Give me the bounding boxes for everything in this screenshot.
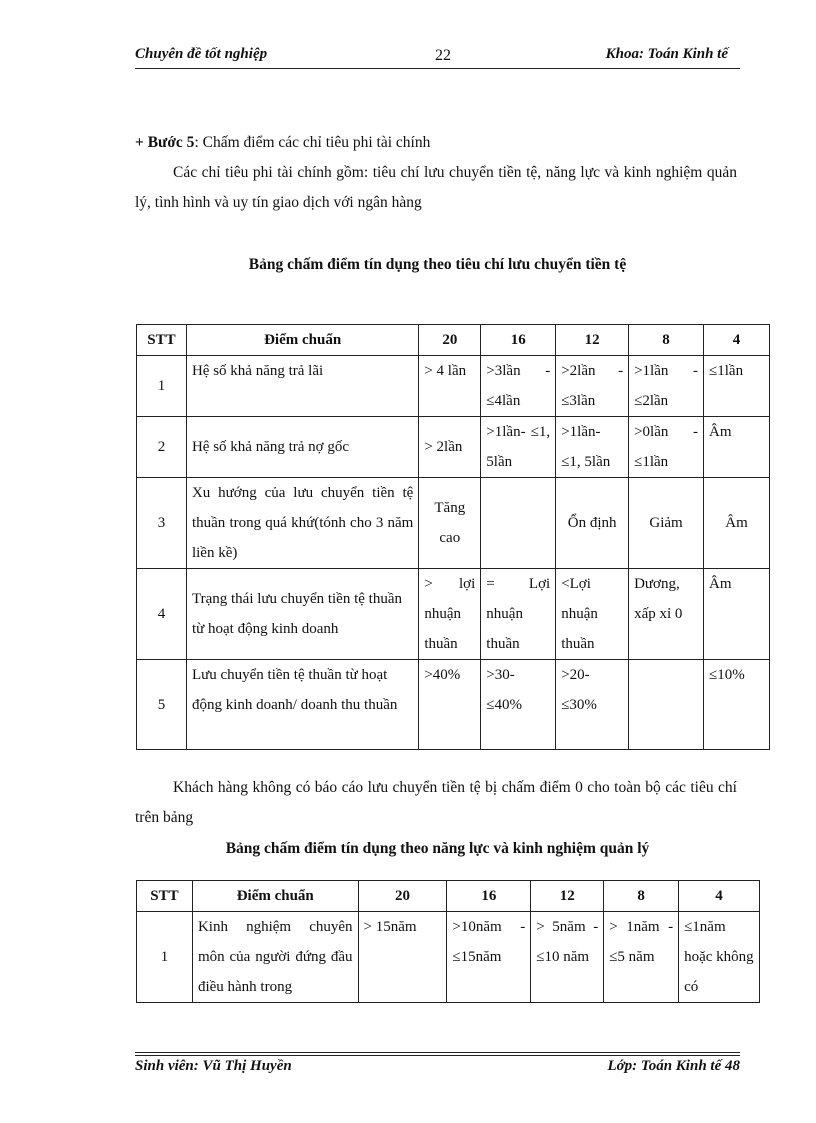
cell-score: Âm <box>704 569 770 660</box>
cell-stt: 4 <box>137 569 187 660</box>
cell-score: >10năm - ≤15năm <box>447 912 531 1003</box>
table-row <box>137 478 770 569</box>
cell-score: <Lợi nhuận thuần <box>556 569 629 660</box>
page-number: 22 <box>435 47 451 64</box>
cell-score: >3lần - ≤4lần <box>481 356 556 417</box>
cell-score: >2lần - ≤3lần <box>556 356 629 417</box>
footer-right: Lớp: Toán Kinh tế 48 <box>607 1058 740 1074</box>
table-row <box>137 569 770 660</box>
cell-score: Âm <box>704 478 770 569</box>
step-line <box>135 128 737 158</box>
cell-score: >1lần- ≤1, 5lần <box>556 417 629 478</box>
cell-stt: 1 <box>137 356 187 417</box>
intro-paragraph: Các chỉ tiêu phi tài chính gồm: tiêu chí lưu chuyển tiền tệ, năng lực và kinh nghiệm quản lý, tình hình và uy tín giao dịch với ngân hàng <box>135 164 737 211</box>
table1-header-20: 20 <box>419 325 481 356</box>
cell-score: Dương, xấp xỉ 0 <box>629 569 704 660</box>
note-paragraph: Khách hàng không có báo cáo lưu chuyển tiền tệ bị chấm điểm 0 cho toàn bộ các tiêu chí trên bảng <box>135 779 737 826</box>
cell-score: >30- ≤40% <box>481 660 556 750</box>
cell-criteria: Kinh nghiệm chuyên môn của người đứng đầu điều hành trong <box>192 912 358 1003</box>
table2-header-row <box>137 881 760 912</box>
cell-score: >1lần- ≤1, 5lần <box>481 417 556 478</box>
header-rule <box>135 68 740 69</box>
cell-stt: 1 <box>137 912 193 1003</box>
cell-criteria: Hệ số khả năng trả lãi <box>186 356 418 417</box>
cell-score: Giảm <box>629 478 704 569</box>
page-footer <box>135 1058 740 1082</box>
table1-header-row <box>137 325 770 356</box>
table1 <box>136 324 770 750</box>
table1-header-4: 4 <box>704 325 770 356</box>
table2-header-20: 20 <box>358 881 447 912</box>
table-row <box>137 660 770 750</box>
cell-stt: 2 <box>137 417 187 478</box>
cell-score <box>629 660 704 750</box>
cell-score: ≤1năm hoặc không có <box>679 912 760 1003</box>
cell-score: ≤10% <box>704 660 770 750</box>
table2-header-16: 16 <box>447 881 531 912</box>
cell-score: > 1năm - ≤5 năm <box>604 912 679 1003</box>
cell-score: >1lần - ≤2lần <box>629 356 704 417</box>
cell-score: >40% <box>419 660 481 750</box>
table2-header-stt: STT <box>137 881 193 912</box>
table2-header-4: 4 <box>679 881 760 912</box>
table2 <box>136 880 760 1003</box>
table1-header-stt: STT <box>137 325 187 356</box>
cell-criteria: Lưu chuyển tiền tệ thuần từ hoạt động kinh doanh/ doanh thu thuần <box>186 660 418 750</box>
step-label: + Bước 5 <box>135 134 195 151</box>
cell-score: >20- ≤30% <box>556 660 629 750</box>
cell-score: Âm <box>704 417 770 478</box>
cell-stt: 5 <box>137 660 187 750</box>
table1-header-8: 8 <box>629 325 704 356</box>
cell-score: Tăng cao <box>419 478 481 569</box>
cell-score: > 15năm <box>358 912 447 1003</box>
cell-stt: 3 <box>137 478 187 569</box>
table1-header-criteria: Điểm chuẩn <box>186 325 418 356</box>
cell-score: = Lợi nhuận thuần <box>481 569 556 660</box>
table2-header-8: 8 <box>604 881 679 912</box>
cell-criteria: Xu hướng của lưu chuyển tiền tệ thuần trong quá khứ(tónh cho 3 năm liền kề) <box>186 478 418 569</box>
cell-score: > 2lần <box>419 417 481 478</box>
cell-score: >0lần - ≤1lần <box>629 417 704 478</box>
table-row <box>137 912 760 1003</box>
cell-criteria: Trạng thái lưu chuyển tiền tệ thuần từ hoạt động kinh doanh <box>186 569 418 660</box>
header-right: Khoa: Toán Kinh tế <box>605 46 728 62</box>
cell-score: > 5năm - ≤10 năm <box>531 912 604 1003</box>
footer-rule <box>135 1052 740 1053</box>
cell-criteria: Hệ số khả năng trả nợ gốc <box>186 417 418 478</box>
page-header <box>135 42 740 68</box>
cell-score: > 4 lần <box>419 356 481 417</box>
table2-header-12: 12 <box>531 881 604 912</box>
cell-score: Ổn định <box>556 478 629 569</box>
table1-header-12: 12 <box>556 325 629 356</box>
table2-title: Bảng chấm điểm tín dụng theo năng lực và kinh nghiệm quản lý <box>225 840 650 857</box>
table1-header-16: 16 <box>481 325 556 356</box>
cell-score: ≤1lần <box>704 356 770 417</box>
table-row <box>137 417 770 478</box>
cell-score <box>481 478 556 569</box>
table2-header-criteria: Điểm chuẩn <box>192 881 358 912</box>
footer-left: Sinh viên: Vũ Thị Huyền <box>135 1058 292 1074</box>
header-left: Chuyên đề tốt nghiệp <box>135 46 268 62</box>
footer-rule-thin <box>135 1055 740 1056</box>
cell-score: > lợi nhuận thuần <box>419 569 481 660</box>
step-text: : Chấm điểm các chỉ tiêu phi tài chính <box>194 134 431 151</box>
table1-title: Bảng chấm điểm tín dụng theo tiêu chí lưu chuyển tiền tệ <box>248 256 627 273</box>
table-row <box>137 356 770 417</box>
